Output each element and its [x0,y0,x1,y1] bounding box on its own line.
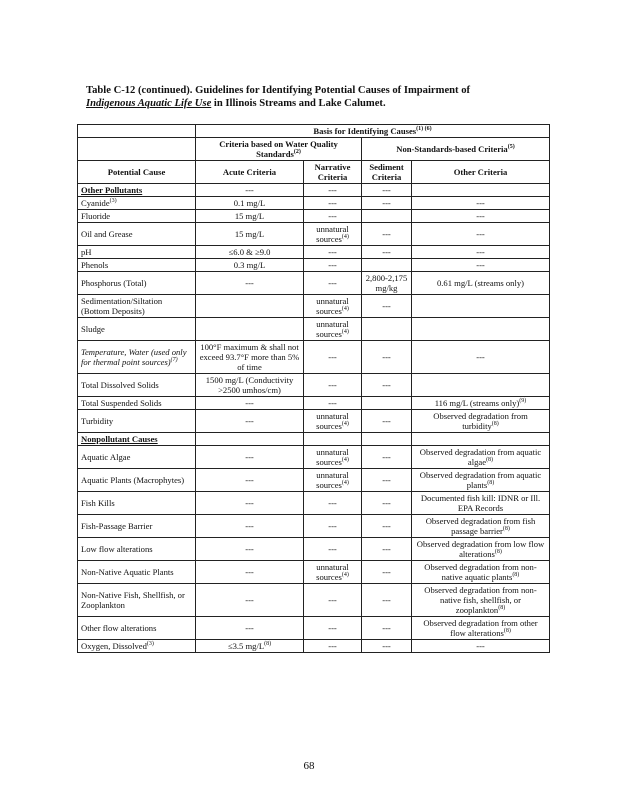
other-cell: Observed degradation from turbidity$^{(8)}$ [412,410,550,433]
other-cell [412,184,550,197]
guidelines-table-container [77,124,549,653]
table-row [78,617,550,640]
sediment-cell: --- [362,410,412,433]
other-cell: Observed degradation from non-native fish, shellfish, or zooplankton$^{(8)}$ [412,584,550,617]
other-cell: Observed degradation from fish passage barrier$^{(8)}$ [412,515,550,538]
cause-cell: Phenols [78,259,196,272]
table-row [78,272,550,295]
table-row [78,515,550,538]
acute-cell [196,295,304,318]
guidelines-table [77,124,550,653]
acute-cell: --- [196,584,304,617]
cause-cell: Cyanide$^{(3)}$ [78,197,196,210]
header-blank-2 [78,138,196,161]
cause-cell: Phosphorus (Total) [78,272,196,295]
cause-cell: Low flow alterations [78,538,196,561]
header-other: Other Criteria [412,161,550,184]
narrative-cell: unnatural sources$^{(4)}$ [304,318,362,341]
acute-cell [196,318,304,341]
narrative-cell: unnatural sources$^{(4)}$ [304,410,362,433]
acute-cell: ≤6.0 & ≥9.0 [196,246,304,259]
cause-cell: Turbidity [78,410,196,433]
narrative-cell: --- [304,397,362,410]
sediment-cell: --- [362,184,412,197]
table-row [78,397,550,410]
sediment-cell: --- [362,492,412,515]
sediment-cell: --- [362,617,412,640]
cause-cell: Fluoride [78,210,196,223]
acute-cell: --- [196,492,304,515]
table-row [78,640,550,653]
table-body [78,184,550,653]
acute-cell: --- [196,617,304,640]
sediment-cell [362,397,412,410]
table-row [78,223,550,246]
sediment-cell: --- [362,295,412,318]
narrative-cell: --- [304,341,362,374]
page-number: 68 [303,760,315,772]
narrative-cell: --- [304,210,362,223]
table-section-row [78,184,550,197]
caption-tail: in Illinois Streams and Lake Calumet. [211,98,386,109]
narrative-cell: --- [304,538,362,561]
acute-cell: --- [196,410,304,433]
header-blank [78,125,196,138]
header-non-standards: Non-Standards-based Criteria$^{(5)}$ [362,138,550,161]
sediment-cell: --- [362,374,412,397]
table-row [78,410,550,433]
other-cell: --- [412,341,550,374]
other-cell: 0.61 mg/L (streams only) [412,272,550,295]
narrative-cell: unnatural sources$^{(4)}$ [304,223,362,246]
acute-cell: ≤3.5 $mg/L^{(8)}$ [196,640,304,653]
table-row [78,259,550,272]
table-row [78,197,550,210]
header-basis: Basis for Identifying Causes$^{(1) (6)}$ [196,125,550,138]
other-cell: Documented fish kill: IDNR or Ill. EPA Records [412,492,550,515]
sediment-cell [362,259,412,272]
other-cell: --- [412,210,550,223]
table-row [78,341,550,374]
cause-cell: pH [78,246,196,259]
sediment-cell: --- [362,640,412,653]
acute-cell: 1500 mg/L (Conductivity >2500 umhos/cm) [196,374,304,397]
other-cell: Observed degradation from low flow alterations$^{(8)}$ [412,538,550,561]
cause-cell: Temperature, Water (used only for thermal point sources)$^{(7)}$ [78,341,196,374]
table-row [78,446,550,469]
cause-cell: Aquatic Plants (Macrophytes) [78,469,196,492]
header-wq-criteria: Criteria based on Water Quality Standards$^{(2)}$ [196,138,362,161]
table-row [78,538,550,561]
acute-cell: --- [196,515,304,538]
sediment-cell [362,433,412,446]
acute-cell: 15 mg/L [196,223,304,246]
table-row [78,318,550,341]
table-section-row [78,433,550,446]
other-cell: Observed degradation from other flow alterations$^{(8)}$ [412,617,550,640]
narrative-cell: unnatural sources$^{(4)}$ [304,295,362,318]
cause-cell: Fish-Passage Barrier [78,515,196,538]
sediment-cell: --- [362,538,412,561]
acute-cell: --- [196,469,304,492]
narrative-cell: --- [304,374,362,397]
narrative-cell: --- [304,640,362,653]
acute-cell: --- [196,272,304,295]
acute-cell: 15 mg/L [196,210,304,223]
section-label: Nonpollutant Causes [78,433,196,446]
sediment-cell [362,210,412,223]
acute-cell: --- [196,184,304,197]
other-cell [412,295,550,318]
sediment-cell: 2,800-2,175 mg/kg [362,272,412,295]
acute-cell: 0.1 mg/L [196,197,304,210]
table-caption [86,84,556,110]
acute-cell: --- [196,397,304,410]
other-cell [412,433,550,446]
cause-cell: Oil and Grease [78,223,196,246]
other-cell [412,318,550,341]
cause-cell: Non-Native Aquatic Plants [78,561,196,584]
caption-lead: Table C-12 (continued). Guidelines for Identifying Potential Causes of Impairment of [86,85,471,96]
header-potential-cause: Potential Cause [78,161,196,184]
sediment-cell: --- [362,469,412,492]
other-cell [412,374,550,397]
table-row [78,374,550,397]
cause-cell: Fish Kills [78,492,196,515]
narrative-cell: --- [304,515,362,538]
sediment-cell: --- [362,197,412,210]
acute-cell: 0.3 mg/L [196,259,304,272]
table-row [78,561,550,584]
narrative-cell: --- [304,272,362,295]
table-row [78,210,550,223]
narrative-cell: --- [304,617,362,640]
other-cell: 116 mg/L (streams only)$^{(9)}$ [412,397,550,410]
narrative-cell [304,433,362,446]
other-cell: Observed degradation from aquatic plants$^{(8)}$ [412,469,550,492]
narrative-cell: --- [304,584,362,617]
section-label: Other Pollutants [78,184,196,197]
other-cell: --- [412,197,550,210]
caption-italic: Indigenous Aquatic Life Use [86,98,212,109]
narrative-cell: --- [304,246,362,259]
sediment-cell: --- [362,341,412,374]
sediment-cell: --- [362,584,412,617]
narrative-cell: --- [304,197,362,210]
other-cell: Observed degradation from non-native aquatic plants$^{(8)}$ [412,561,550,584]
cause-cell: Sludge [78,318,196,341]
narrative-cell: unnatural sources$^{(4)}$ [304,469,362,492]
acute-cell: --- [196,446,304,469]
cause-cell: Non-Native Fish, Shellfish, or Zooplankton [78,584,196,617]
cause-cell: Total Suspended Solids [78,397,196,410]
table-row [78,492,550,515]
cause-cell: Other flow alterations [78,617,196,640]
acute-cell: 100°F maximum & shall not exceed 93.7°F more than 5% of time [196,341,304,374]
acute-cell: --- [196,538,304,561]
sediment-cell: --- [362,446,412,469]
narrative-cell: --- [304,492,362,515]
sediment-cell: --- [362,561,412,584]
table-row [78,246,550,259]
cause-cell: Total Dissolved Solids [78,374,196,397]
header-narrative: Narrative Criteria [304,161,362,184]
acute-cell [196,433,304,446]
narrative-cell: --- [304,184,362,197]
narrative-cell: unnatural sources$^{(4)}$ [304,446,362,469]
sediment-cell [362,318,412,341]
table-row [78,469,550,492]
narrative-cell: unnatural sources$^{(4)}$ [304,561,362,584]
other-cell: --- [412,246,550,259]
acute-cell: --- [196,561,304,584]
cause-cell: Aquatic Algae [78,446,196,469]
other-cell: --- [412,640,550,653]
table-row [78,295,550,318]
sediment-cell: --- [362,223,412,246]
header-acute: Acute Criteria [196,161,304,184]
cause-cell: Sedimentation/Siltation (Bottom Deposits) [78,295,196,318]
other-cell: --- [412,259,550,272]
table-row [78,584,550,617]
other-cell: --- [412,223,550,246]
sediment-cell: --- [362,515,412,538]
sediment-cell: --- [362,246,412,259]
other-cell: Observed degradation from aquatic algae$^{(8)}$ [412,446,550,469]
header-sediment: Sediment Criteria [362,161,412,184]
narrative-cell: --- [304,259,362,272]
cause-cell: Oxygen, Dissolved$^{(3)}$ [78,640,196,653]
